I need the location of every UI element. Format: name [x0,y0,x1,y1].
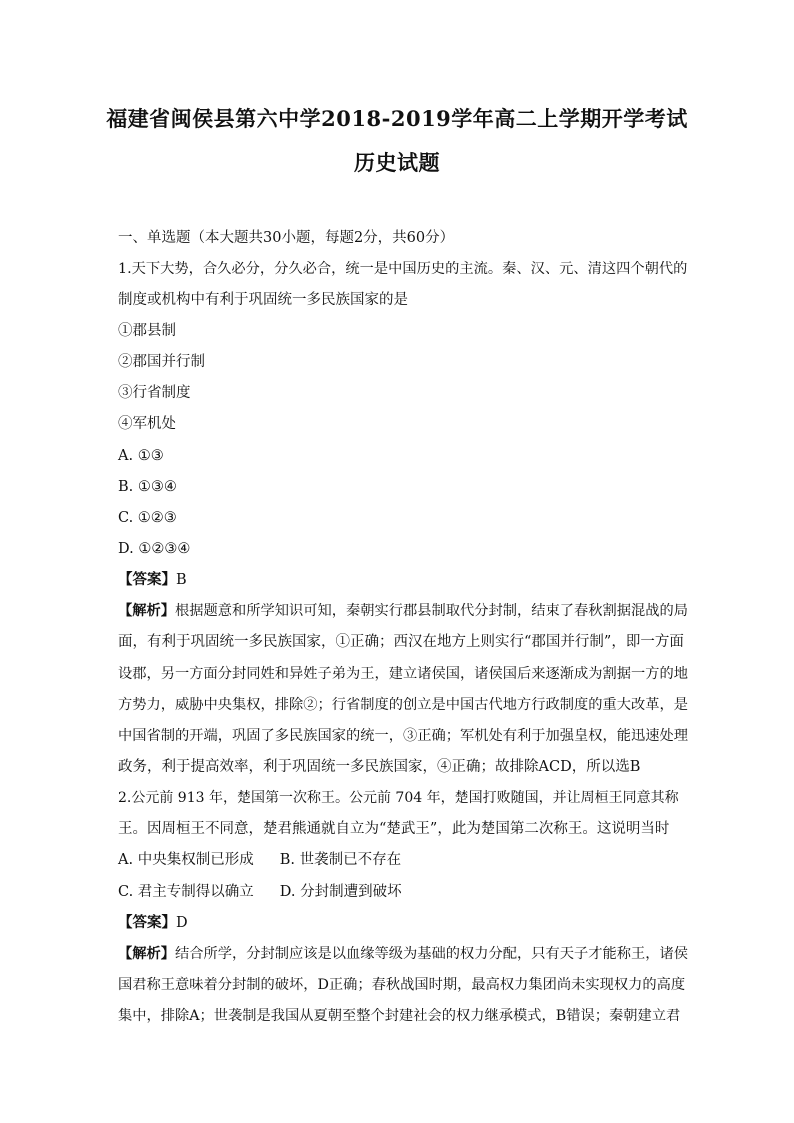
q1-option-d: D. ①②③④ [118,541,191,557]
q1-analysis-line3: 设郡，另一方面分封同姓和异姓子弟为王，建立诸侯国，诸侯国后来逐渐成为割据一方的地 [118,666,689,682]
q1-answer-value: B [176,572,187,588]
q1-answer-label: 【答案】 [118,571,176,588]
q2-analysis-text1: 结合所学，分封制应该是以血缘等级为基础的权力分配，只有天子才能称王，诸侯 [175,946,689,962]
q2-analysis-label: 【解析】 [118,946,176,962]
q1-option-c: C. ①②③ [118,510,177,526]
q1-analysis-line4: 方势力，威胁中央集权，排除②；行省制度的创立是中国古代地方行政制度的重大改革，是 [118,697,689,713]
q1-analysis-label: 【解析】 [118,603,176,619]
q1-stem-line2: 制度或机构中有利于巩固统一多民族国家的是 [118,292,408,308]
q2-answer-value: D [176,915,188,931]
q1-item-2: ②郡国并行制 [118,354,205,370]
q2-option-a: A. 中央集权制已形成 [118,852,254,868]
q2-option-c: C. 君主专制得以确立 [118,884,254,900]
q1-analysis-text1: 根据题意和所学知识可知，秦朝实行郡县制取代分封制，结束了春秋割据混战的局 [175,603,689,619]
q1-item-3: ③行省制度 [118,385,191,401]
q1-stem-line1: 1.天下大势，合久必分，分久必合，统一是中国历史的主流。秦、汉、元、清这四个朝代的 [118,261,688,277]
section-header: 一、单选题（本大题共30小题，每题2分，共60分） [118,230,455,246]
document-title-line1: 福建省闽侯县第六中学2018-2019学年高二上学期开学考试 [106,106,688,131]
q1-option-a: A. ①③ [118,448,164,464]
q2-answer [118,913,688,933]
document-title-line2: 历史试题 [354,150,440,175]
q2-option-b: B. 世袭制已不存在 [279,852,402,868]
q1-analysis-line5: 中国省制的开端，巩固了多民族国家的统一，③正确；军机处有利于加强皇权，能迅速处理 [118,728,689,744]
q1-analysis-line2: 面，有利于巩固统一多民族国家，①正确；西汉在地方上则实行“郡国并行制”，即一方面 [118,634,684,650]
q1-item-1: ①郡县制 [118,323,176,339]
q1-option-b: B. ①③④ [118,479,177,495]
q2-options-row1 [118,850,688,870]
q2-option-d: D. 分封制遭到破坏 [279,884,402,900]
q2-analysis-line3: 集中，排除A；世袭制是我国从夏朝至整个封建社会的权力继承模式，B错误；秦朝建立君 [118,1008,681,1024]
q1-analysis-line6: 政务，利于提高效率，利于巩固统一多民族国家，④正确；故排除ACD，所以选B [118,759,641,775]
q2-answer-label: 【答案】 [118,914,176,931]
q1-item-4: ④军机处 [118,416,176,432]
q1-answer [118,570,688,590]
q1-analysis-line1 [118,601,688,621]
q2-stem-line2: 王。因周桓王不同意，楚君熊通就自立为“楚武王”，此为楚国第二次称王。这说明当时 [118,821,670,837]
q2-options-row2 [118,882,688,902]
q2-stem-line1: 2.公元前 913 年，楚国第一次称王。公元前 704 年，楚国打败随国，并让周桓王同意其称 [118,790,679,806]
q2-analysis-line2: 国君称王意味着分封制的破坏，D正确；春秋战国时期，最高权力集团尚未实现权力的高度 [118,977,686,993]
q2-analysis-line1 [118,944,688,964]
